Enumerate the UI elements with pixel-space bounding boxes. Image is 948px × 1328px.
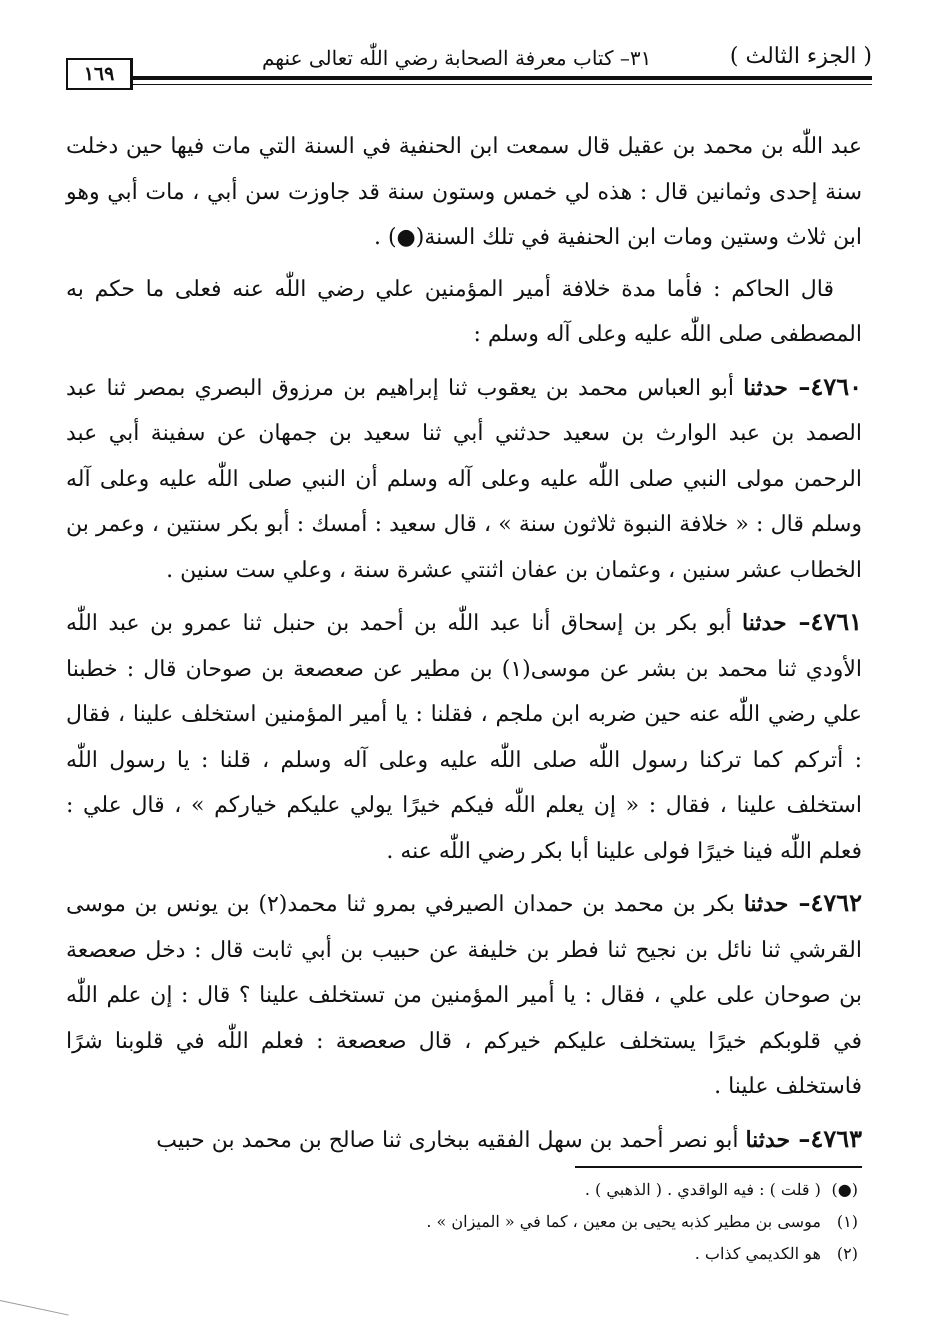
footnote-item	[400, 1238, 858, 1270]
footnote-text: ( قلت ) : فيه الواقدي . ( الذهبي ) .	[584, 1180, 821, 1199]
header-rule-thick	[132, 76, 872, 80]
hadith-text: أبو بكر بن إسحاق أنا عبد اللّٰه بن أحمد بن حنبل ثنا عمرو بن عبد اللّٰه الأودي ثنا محمد بن بشر عن موسى(١) بن مطير عن صعصعة بن صوحان قال : خطبنا علي رضي اللّٰه عنه حين ضربه ابن ملجم ، فقلنا : يا أمير المؤمنين استخلف علينا ، فقال : أتركم كما تركنا رسول اللّٰه صلى اللّٰه عليه وعلى آله وسلم ، قلنا : يا رسول اللّٰه استخلف علينا ، فقال : « إن يعلم اللّٰه فيكم خيرًا يولي عليكم خياركم » ، قال علي : فعلم اللّٰه فينا خيرًا فولى علينا أبا بكر رضي اللّٰه عنه .	[66, 611, 862, 864]
paragraph-hakim: قال الحاكم : فأما مدة خلافة أمير المؤمنين علي رضي اللّٰه عنه فعلى ما حكم به المصطفى صلى اللّٰه عليه وعلى آله وسلم :	[66, 276, 862, 347]
hadith-text: أبو نصر أحمد بن سهل الفقيه ببخارى ثنا صالح بن محمد بن حبيب	[156, 1127, 739, 1153]
hadith-number: ٤٧٦٣	[810, 1123, 862, 1153]
main-text	[66, 124, 862, 1169]
footnote-text: موسى بن مطير كذبه يحيى بن معين ، كما في « الميزان » .	[426, 1212, 821, 1231]
hadith-4763: ٤٧٦٣– حدثنا أبو نصر أحمد بن سهل الفقيه ببخارى ثنا صالح بن محمد بن حبيب	[156, 1123, 862, 1153]
hadith-lead: حدثنا	[745, 1126, 791, 1153]
footnote-marker: (٢)	[836, 1244, 858, 1263]
hadith-text: أبو العباس محمد بن يعقوب ثنا إبراهيم بن مرزوق البصري بمصر ثنا عبد الصمد بن عبد الوارث بن سعيد حدثني أبي ثنا سعيد بن جمهان عن سفينة أبي عبد الرحمن مولى النبي صلى اللّٰه عليه وعلى آله وسلم أن النبي صلى اللّٰه عليه وعلى آله وسلم قال : « خلافة النبوة ثلاثون سنة » ، قال سعيد : أمسك : أبو بكر سنتين ، وعمر بن الخطاب عشر سنين ، وعثمان بن عفان اثنتي عشرة سنة ، وعلي ست سنين .	[66, 375, 862, 583]
scan-edge-mark	[0, 1300, 69, 1316]
footnotes	[400, 1174, 858, 1270]
footnote-separator	[575, 1166, 862, 1168]
page-number: ١٦٩	[66, 58, 133, 90]
hadith-lead: حدثنا	[743, 374, 788, 401]
running-header	[62, 40, 872, 100]
header-rule-thin	[132, 84, 872, 85]
hadith-text: بكر بن محمد بن حمدان الصيرفي بمرو ثنا محمد(٢) بن يونس بن موسى القرشي ثنا نائل بن نجيح ثنا فطر بن خليفة عن حبيب بن أبي ثابت قال : دخل صعصعة بن صوحان على علي ، فقال : يا أمير المؤمنين من تستخلف علينا ؟ قال : إن علم اللّٰه في قلوبكم خيرًا يستخلف عليكم خيركم ، قال صعصعة : فعلم اللّٰه في قلوبنا شرًا فاستخلف علينا .	[66, 892, 862, 1099]
hadith-4761: ٤٧٦١– حدثنا أبو بكر بن إسحاق أنا عبد اللّٰه بن أحمد بن حنبل ثنا عمرو بن عبد اللّٰه الأودي ثنا محمد بن بشر عن موسى(١) بن مطير عن صعصعة بن صوحان قال : خطبنا علي رضي اللّٰه عنه حين ضربه ابن ملجم ، فقلنا : يا أمير المؤمنين استخلف علينا ، فقال : أتركم كما تركنا رسول اللّٰه صلى اللّٰه عليه وعلى آله وسلم ، قلنا : يا رسول اللّٰه استخلف علينا ، فقال : « إن يعلم اللّٰه فيكم خيرًا يولي عليكم خياركم » ، قال علي : فعلم اللّٰه فينا خيرًا فولى علينا أبا بكر رضي اللّٰه عنه .	[66, 607, 863, 864]
footnote-marker: (١)	[836, 1212, 858, 1231]
hadith-lead: حدثنا	[742, 610, 787, 636]
footnote-marker: (●)	[831, 1180, 858, 1199]
hadith-lead: حدثنا	[743, 891, 789, 917]
book-title: ٣١– كتاب معرفة الصحابة رضي اللّٰه تعالى عنهم	[262, 46, 652, 70]
hadith-4762: ٤٧٦٢– حدثنا بكر بن محمد بن حمدان الصيرفي بمرو ثنا محمد(٢) بن يونس بن موسى القرشي ثنا نائل بن نجيح ثنا فطر بن خليفة عن حبيب بن أبي ثابت قال : دخل صعصعة بن صوحان على علي ، فقال : يا أمير المؤمنين من تستخلف علينا ؟ قال : إن علم اللّٰه في قلوبكم خيرًا يستخلف عليكم خيركم ، قال صعصعة : فعلم اللّٰه في قلوبنا شرًا فاستخلف علينا .	[66, 888, 863, 1099]
hadith-number: ٤٧٦٠	[810, 371, 862, 401]
footnote-item	[400, 1174, 858, 1206]
hadith-number: ٤٧٦١	[810, 607, 863, 636]
footnote-text: هو الكديمي كذاب .	[694, 1244, 821, 1263]
volume-label: ( الجزء الثالث )	[729, 44, 872, 69]
paragraph-intro: عبد اللّٰه بن محمد بن عقيل قال سمعت ابن الحنفية في السنة التي مات فيها حين دخلت سنة إحدى وثمانين قال : هذه لي خمس وستون سنة قد جاوزت سن أبي ، مات أبي وهو ابن ثلاث وستين ومات ابن الحنفية في تلك السنة(●) .	[66, 134, 862, 250]
hadith-number: ٤٧٦٢	[810, 888, 863, 917]
hadith-4760: ٤٧٦٠– حدثنا أبو العباس محمد بن يعقوب ثنا إبراهيم بن مرزوق البصري بمصر ثنا عبد الصمد بن عبد الوارث بن سعيد حدثني أبي ثنا سعيد بن جمهان عن سفينة أبي عبد الرحمن مولى النبي صلى اللّٰه عليه وعلى آله وسلم أن النبي صلى اللّٰه عليه وعلى آله وسلم قال : « خلافة النبوة ثلاثون سنة » ، قال سعيد : أمسك : أبو بكر سنتين ، وعمر بن الخطاب عشر سنين ، وعثمان بن عفان اثنتي عشرة سنة ، وعلي ست سنين .	[66, 371, 862, 583]
footnote-item	[400, 1206, 858, 1238]
